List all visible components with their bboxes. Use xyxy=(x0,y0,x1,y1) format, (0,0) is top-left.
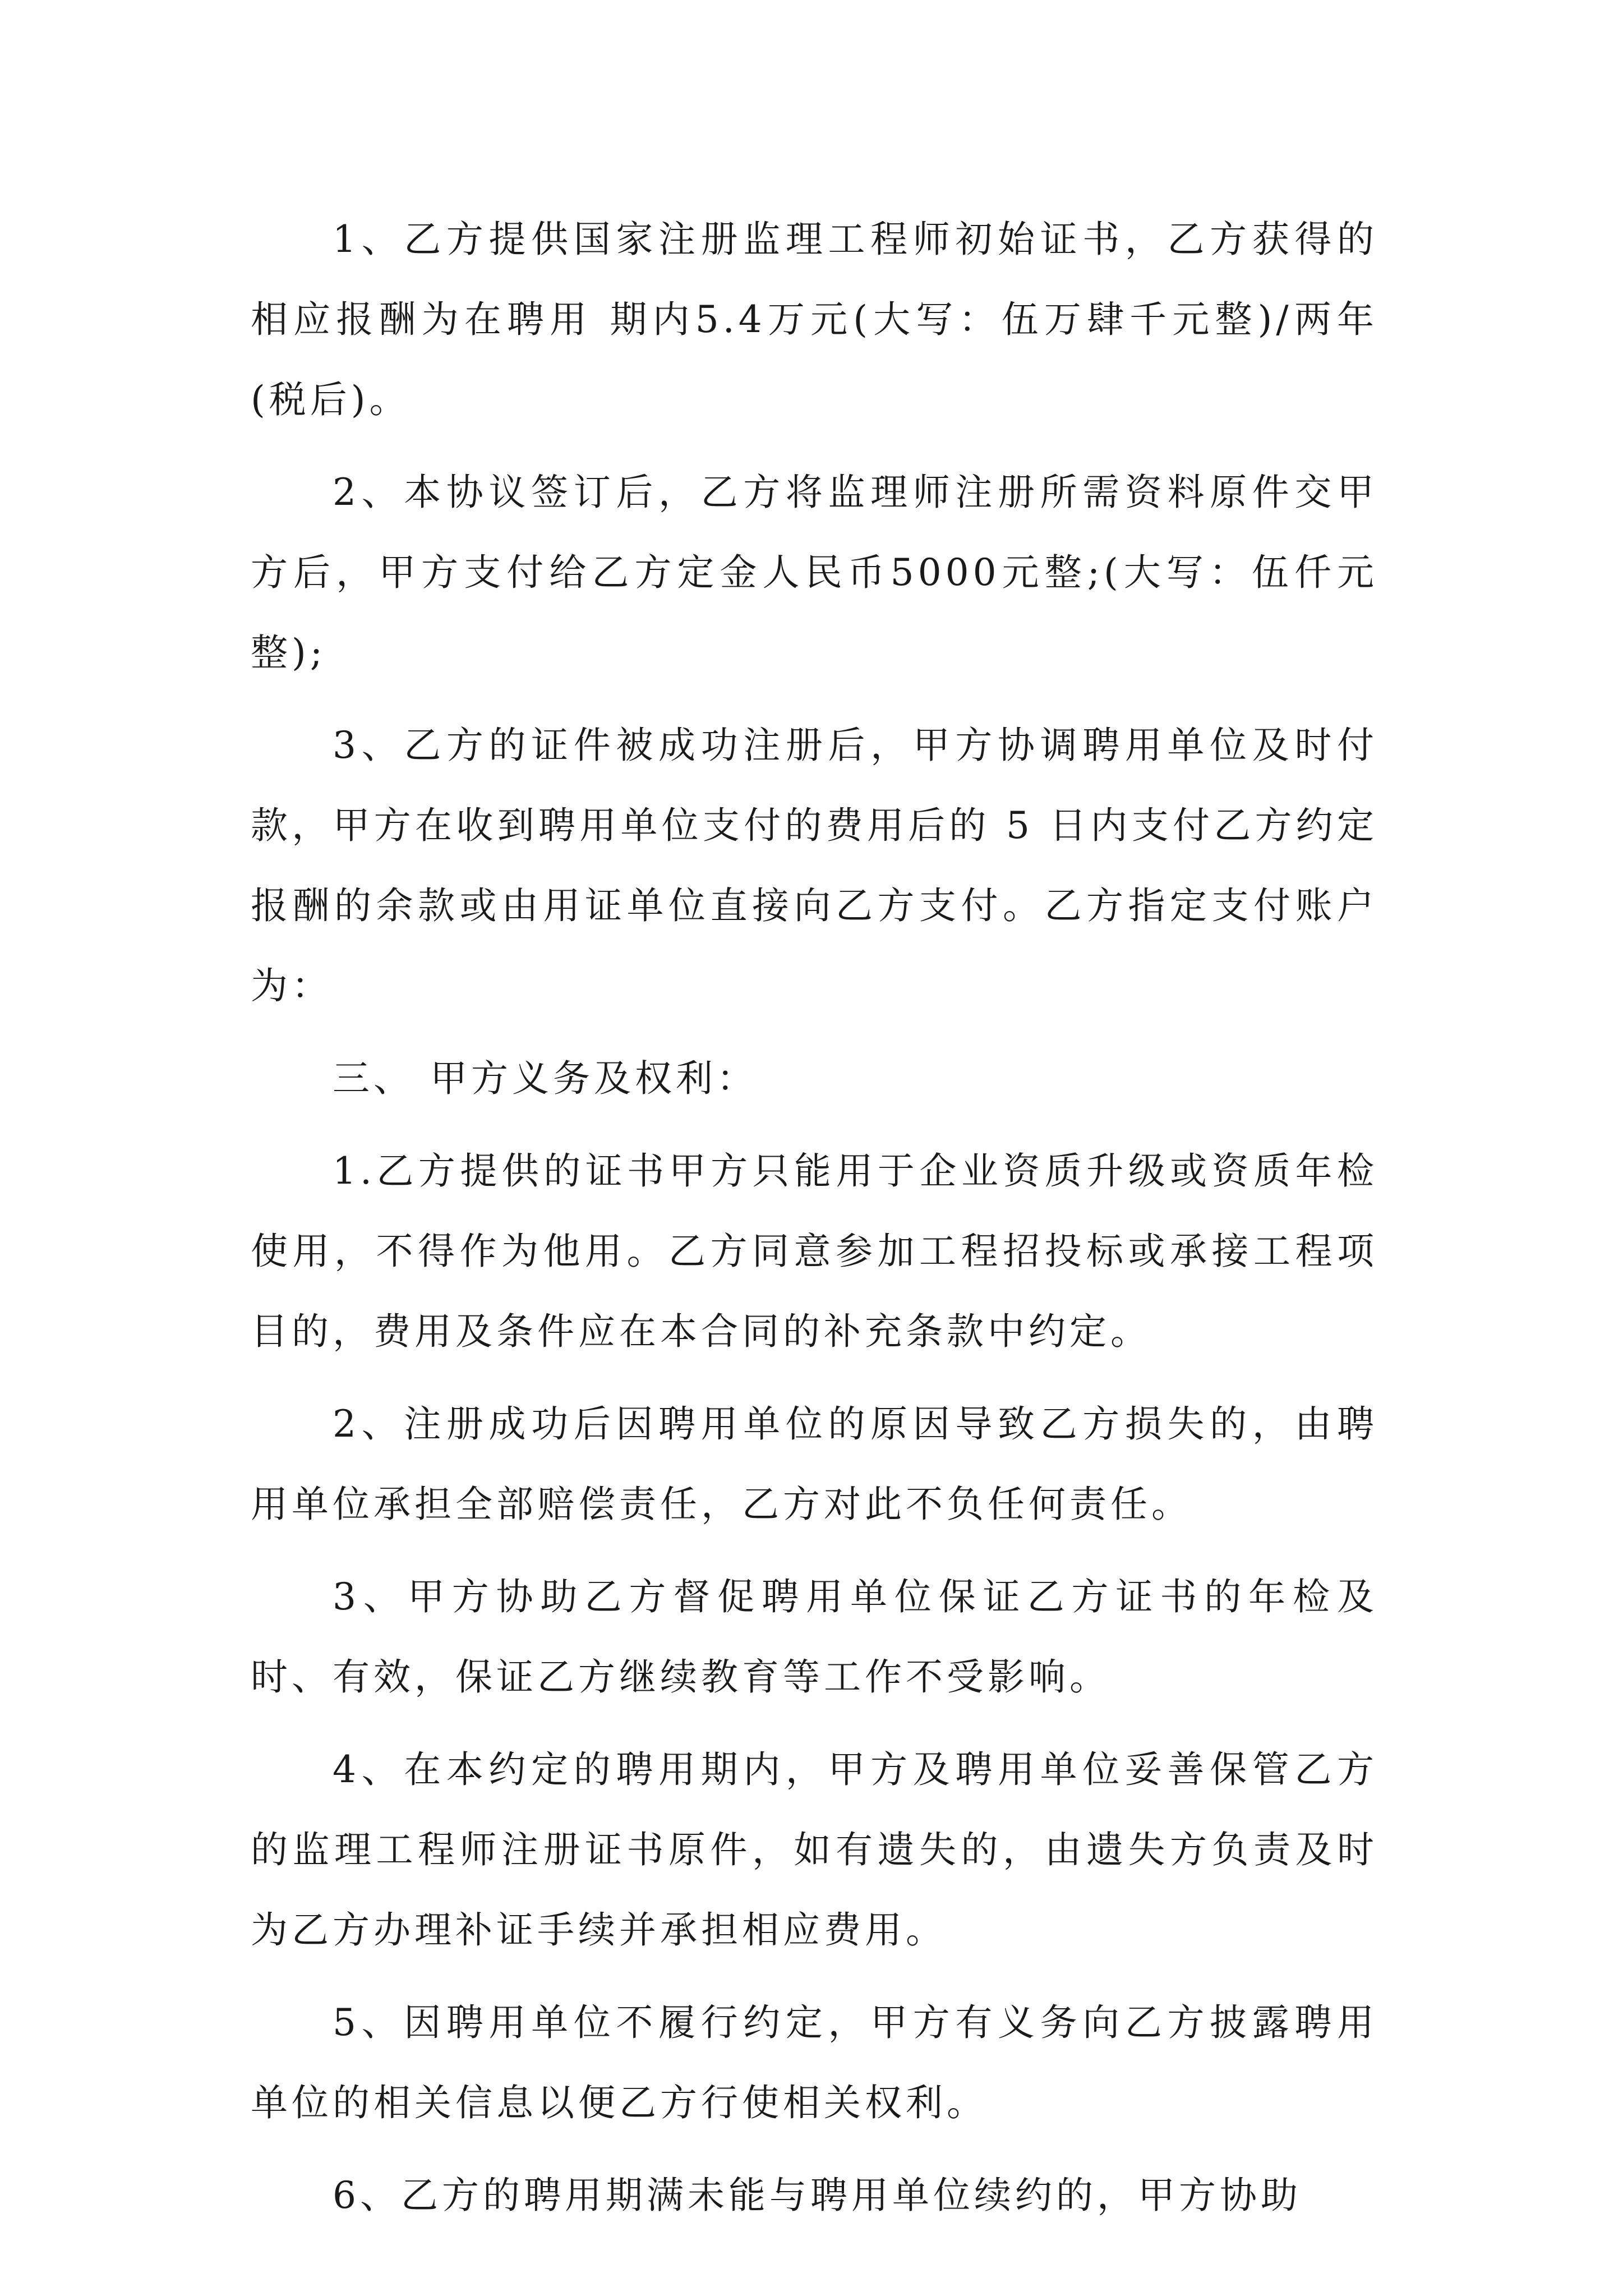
document-body xyxy=(251,199,1378,2248)
paragraph-obligation-3: 3、甲方协助乙方督促聘用单位保证乙方证书的年检及时、有效，保证乙方继续教育等工作不受影响。 xyxy=(251,1575,1378,1699)
paragraph-obligation-1: 1.乙方提供的证书甲方只能用于企业资质升级或资质年检使用，不得作为他用。乙方同意参加工程招投标或承接工程项目的，费用及条件应在本合同的补充条款中约定。 xyxy=(251,1149,1378,1353)
paragraph-obligation-2: 2、注册成功后因聘用单位的原因导致乙方损失的，由聘用单位承担全部赔偿责任，乙方对此不负任何责任。 xyxy=(251,1402,1378,1526)
paragraph-clause-2-deposit: 2、本协议签订后，乙方将监理师注册所需资料原件交甲方后，甲方支付给乙方定金人民币5000元整;(大写：伍仟元整); xyxy=(251,471,1378,674)
section-heading-party-a-obligations: 三、 甲方义务及权利： xyxy=(333,1057,758,1100)
paragraph-clause-3-payment: 3、乙方的证件被成功注册后，甲方协调聘用单位及时付款，甲方在收到聘用单位支付的费用后的 5 日内支付乙方约定报酬的余款或由用证单位直接向乙方支付。乙方指定支付账户为： xyxy=(251,724,1378,1007)
paragraph-obligation-5: 5、因聘用单位不履行约定，甲方有义务向乙方披露聘用单位的相关信息以便乙方行使相关权利。 xyxy=(251,2001,1378,2124)
paragraph-obligation-4: 4、在本约定的聘用期内，甲方及聘用单位妥善保管乙方的监理工程师注册证书原件，如有遗失的，由遗失方负责及时为乙方办理补证手续并承担相应费用。 xyxy=(251,1748,1378,1952)
paragraph-clause-1-compensation: 1、乙方提供国家注册监理工程师初始证书，乙方获得的相应报酬为在聘用 期内5.4万元(大写：伍万肆千元整)/两年(税后)。 xyxy=(251,218,1378,421)
paragraph-obligation-6: 6、乙方的聘用期满未能与聘用单位续约的，甲方协助 xyxy=(333,2174,1302,2217)
